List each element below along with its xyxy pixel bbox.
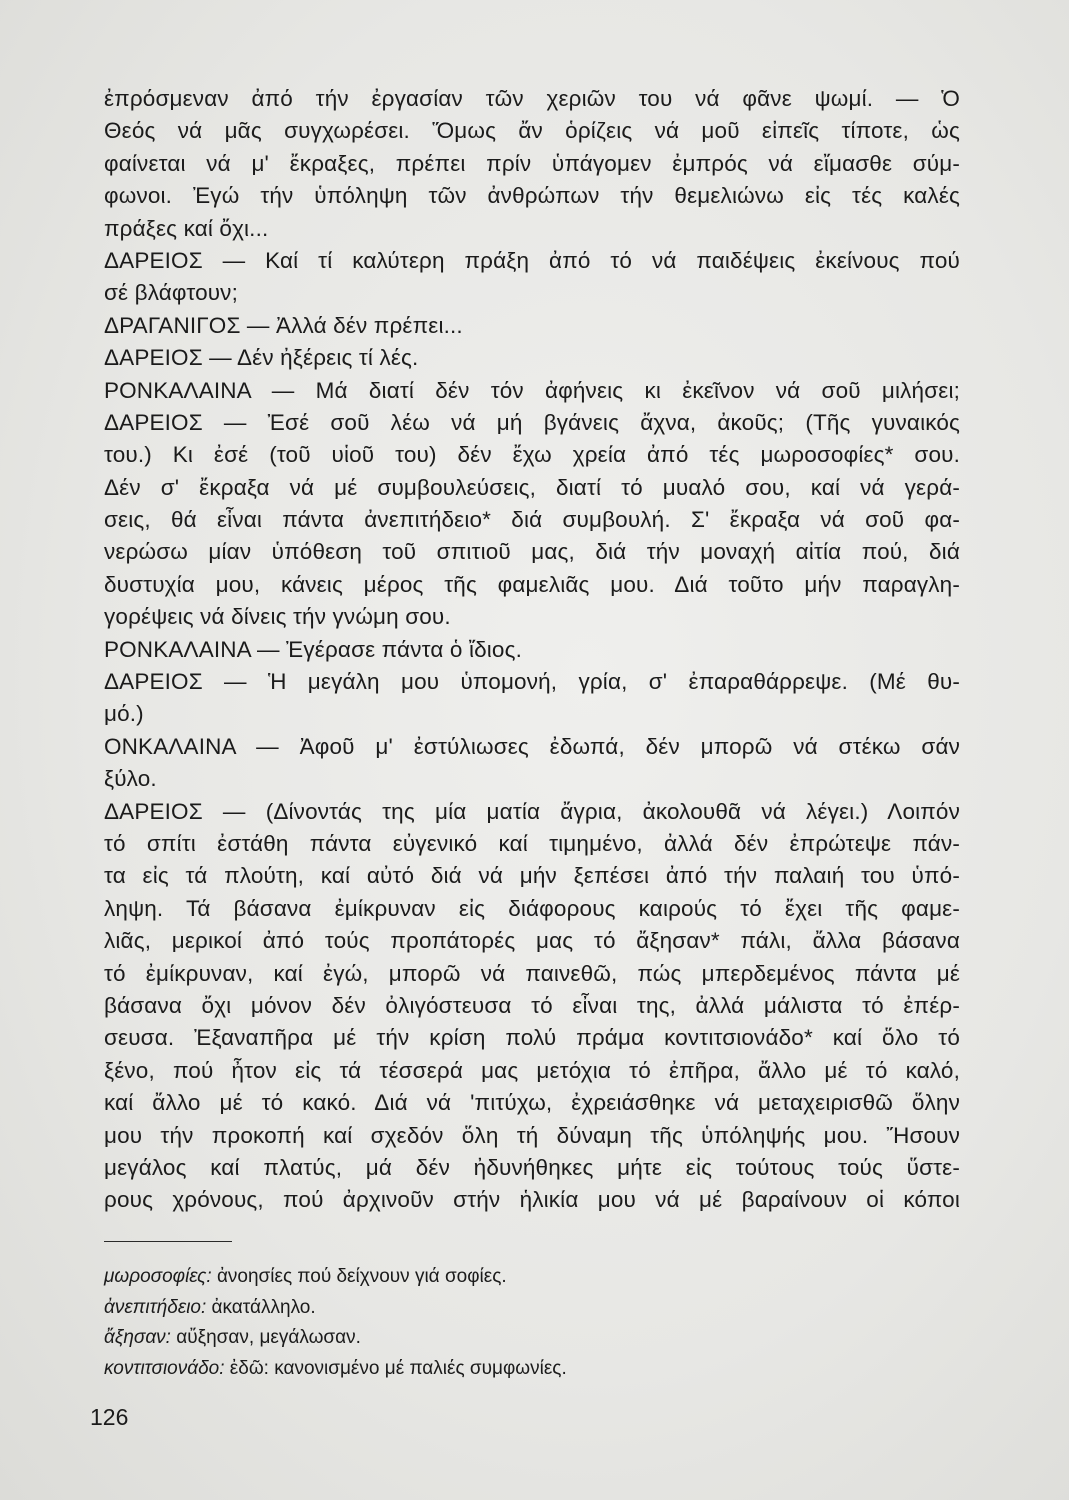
text-line: ΔΑΡΕΙΟΣ — Ἡ μεγάλη μου ὑπομονή, γρία, σ' ἐπαραθάρρεψε. (Μέ θυ- [104, 669, 960, 695]
footnote-term: κοντιτσιονάδο: [104, 1357, 225, 1379]
text-line: τό ἐμίκρυναν, καί ἐγώ, μπορῶ νά παινεθῶ, πώς μπερδεμένος πάντα μέ [104, 960, 960, 986]
body-text [104, 83, 960, 1217]
footnote-term: μωροσοφίες: [104, 1266, 212, 1287]
text-line: ξύλο. [104, 766, 157, 792]
footnote-definition: ἐδῶ: κανονισμένο μέ παλιές συμφωνίες. [229, 1357, 567, 1379]
text-line: λιᾶς, μερικοί ἀπό τούς προπάτορές μας τό ἄξησαν* πάλι, ἄλλα βάσανα [104, 928, 960, 954]
text-line: ξένο, πού ἦτον εἰς τά τέσσερά μας μετόχια τό ἐπῆρα, ἄλλο μέ τό καλό, [104, 1057, 960, 1083]
text-line: του.) Κι ἐσέ (τοῦ υἱοῦ του) δέν ἔχω χρεία ἀπό τές μωροσοφίες* σου. [104, 442, 960, 468]
text-line: ΔΑΡΕΙΟΣ — (Δίνοντάς της μία ματία ἄγρια, ἀκολουθᾶ νά λέγει.) Λοιπόν [104, 798, 960, 824]
footnote [104, 1293, 964, 1324]
text-line: μό.) [104, 701, 144, 727]
text-line: καί ἄλλο μέ τό κακό. Διά νά 'πιτύχω, ἐχρειάσθηκε νά μεταχειρισθῶ ὅλην [104, 1090, 960, 1116]
text-line: τα εἰς τά πλούτη, καί αὐτό διά νά μήν ξεπέσει ἀπό τήν παλαιή του ὑπό- [104, 863, 960, 889]
page-number: 126 [90, 1404, 129, 1430]
text-line: τό σπίτι ἐστάθη πάντα εὐγενικό καί τιμημένο, ἀλλά δέν ἐπρώτεψε πάν- [104, 830, 960, 856]
footnote-definition: αὔξησαν, μεγάλωσαν. [176, 1327, 361, 1348]
text-line: μεγάλος καί πλατύς, μά δέν ἠδυνήθηκες μήτε εἰς τούτους τούς ὕστε- [104, 1154, 960, 1180]
text-line: ΡΟΝΚΑΛΑΙΝΑ — Μά διατί δέν τόν ἀφήνεις κι ἐκεῖνον νά σοῦ μιλήσει; [104, 377, 960, 403]
text-line: νερώσω μίαν ὑπόθεση τοῦ σπιτιοῦ μας, διά τήν μοναχή αἰτία πού, διά [104, 539, 960, 565]
text-line: Δέν σ' ἔκραξα νά μέ συμβουλεύσεις, διατί τό μυαλό σου, καί νά γερά- [104, 474, 960, 500]
text-line: ΔΑΡΕΙΟΣ — Ἐσέ σοῦ λέω νά μή βγάνεις ἄχνα, ἀκοῦς; (Τῆς γυναικός [104, 409, 960, 435]
footnote-term: ἀνεπιτήδειο: [104, 1296, 207, 1318]
text-line: σευσα. Ἐξαναπῆρα μέ τήν κρίση πολύ πράμα κοντιτσιονάδο* καί ὅλο τό [104, 1025, 960, 1051]
footnotes [104, 1262, 964, 1384]
footnote [104, 1262, 964, 1293]
text-line: ΔΡΑΓΑΝΙΓΟΣ — Ἀλλά δέν πρέπει... [104, 312, 463, 338]
footnote-definition: ἀκατάλληλο. [211, 1296, 316, 1318]
text-line: γορέψεις νά δίνεις τήν γνώμη σου. [104, 604, 451, 630]
text-line: ΟΝΚΑΛΑΙΝΑ — Ἀφοῦ μ' ἐστύλιωσες ἐδωπά, δέν μπορῶ νά στέκω σάν [104, 733, 960, 759]
text-line: σεις, θά εἶναι πάντα ἀνεπιτήδειο* διά συμβουλή. Σ' ἔκραξα νά σοῦ φα- [104, 507, 960, 533]
text-line: φαίνεται νά μ' ἔκραξες, πρέπει πρίν ὑπάγομεν ἐμπρός νά εἴμασθε σύμ- [104, 150, 960, 176]
text-line: βάσανα ὄχι μόνον δέν ὀλιγόστευσα τό εἶναι της, ἀλλά μάλιστα τό ἐπέρ- [104, 992, 960, 1018]
text-line: Θεός νά μᾶς συγχωρέσει. Ὅμως ἄν ὁρίζεις νά μοῦ εἰπεῖς τίποτε, ὡς [104, 118, 960, 144]
text-line: ΡΟΝΚΑΛΑΙΝΑ — Ἐγέρασε πάντα ὁ ἴδιος. [104, 636, 522, 662]
text-line: σέ βλάφτουν; [104, 280, 238, 306]
text-line: δυστυχία μου, κάνεις μέρος τῆς φαμελιᾶς μου. Διά τοῦτο μήν παραγλη- [104, 571, 960, 597]
text-line: πράξες καί ὄχι... [104, 215, 269, 241]
footnote-definition: ἀνοησίες πού δείχνουν γιά σοφίες. [216, 1266, 507, 1287]
text-line: ΔΑΡΕΙΟΣ — Καί τί καλύτερη πράξη ἀπό τό νά παιδέψεις ἐκείνους πού [104, 247, 960, 273]
footnote-term: ἄξησαν: [104, 1327, 171, 1348]
footnote [104, 1323, 964, 1354]
text-line: ρους χρόνους, πού ἀρχινοῦν στήν ἡλικία μου νά μέ βαραίνουν οἱ κόποι [104, 1187, 960, 1213]
text-line: ἐπρόσμεναν ἀπό τήν ἐργασίαν τῶν χεριῶν του νά φᾶνε ψωμί. — Ὁ [104, 86, 960, 111]
text-line: φωνοι. Ἐγώ τήν ὑπόληψη τῶν ἀνθρώπων τήν θεμελιώνω εἰς τές καλές [104, 183, 960, 209]
text-line: ΔΑΡΕΙΟΣ — Δέν ἠξέρεις τί λές. [104, 345, 419, 371]
text-line: μου τήν προκοπή καί σχεδόν ὅλη τή δύναμη τῆς ὑπόληψής μου. Ἤσουν [104, 1122, 960, 1148]
footnote [104, 1354, 964, 1385]
footnote-divider [104, 1241, 232, 1242]
text-line: ληψη. Τά βάσανα ἐμίκρυναν εἰς διάφορους καιρούς τό ἔχει τῆς φαμε- [104, 895, 960, 921]
